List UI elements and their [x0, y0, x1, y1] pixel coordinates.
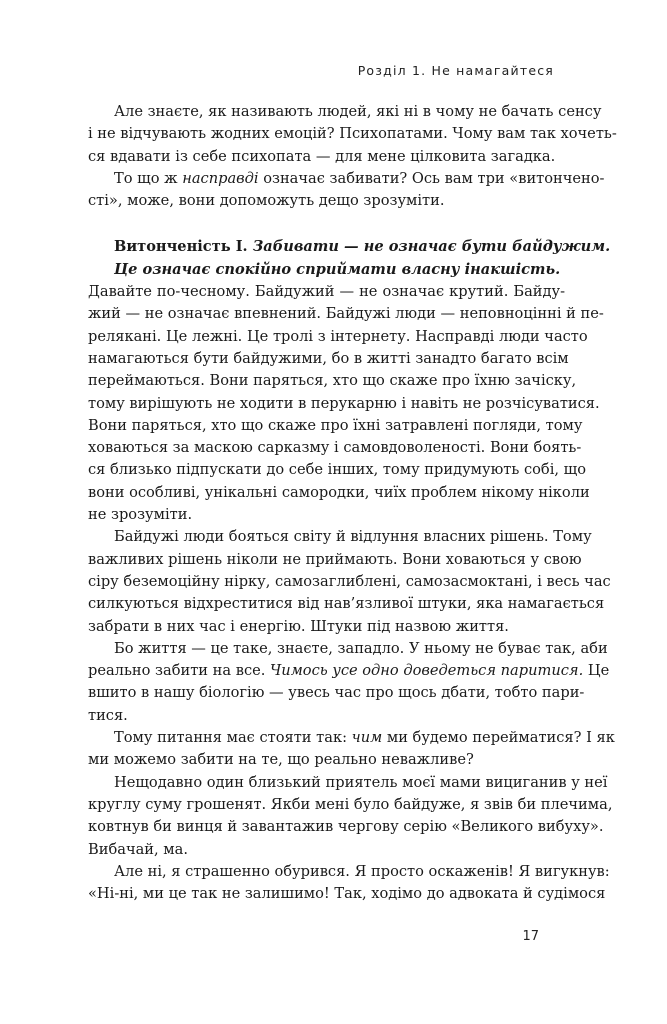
- text-line: Вибачай, ма.: [88, 840, 188, 858]
- page-number: 17: [522, 929, 539, 944]
- text-line: Вони паряться, хто що скаже про їхні затравлені погляди, тому: [88, 416, 583, 434]
- section-heading-line: Витонченість I. Забивати — не означає бути байдужим.: [114, 238, 611, 256]
- text-line: Тому питання має стояти так: чим ми будемо перейматися? І як: [114, 729, 615, 747]
- text-line: не зрозуміти.: [88, 506, 193, 524]
- text-line: важливих рішень ніколи не приймають. Вони ховаються у свою: [88, 550, 582, 568]
- text-line: силкуються відхреститися від нав’язливої штуки, яка намагається: [88, 595, 605, 613]
- text-line: Байдужі люди бояться світу й відлуння власних рішень. Тому: [114, 528, 592, 546]
- text-line: жий — не означає впевнений. Байдужі люди — неповноцінні й пе-: [88, 305, 604, 323]
- text-line: Але знаєте, як називають людей, які ні в чому не бачать сенсу: [114, 103, 602, 120]
- text-line: Бо життя — це таке, знаєте, западло. У ньому не буває так, аби: [114, 639, 608, 657]
- text-line: ся близько підпускати до себе інших, тому придумують собі, що: [88, 461, 587, 479]
- body-text: [88, 101, 617, 905]
- text-line: переймаються. Вони паряться, хто що скаже про їхню зачіску,: [88, 372, 577, 390]
- text-line: забрати в них час і енергію. Штуки під назвою життя.: [88, 617, 509, 635]
- text-line: релякані. Це лежні. Це тролі з інтернету. Насправді люди часто: [88, 327, 588, 345]
- text-line: Але ні, я страшенно обурився. Я просто оскаженів! Я вигукнув:: [114, 862, 610, 880]
- text-line: намагаються бути байдужими, бо в житті занадто багато всім: [88, 349, 569, 367]
- text-line: вони особливі, унікальні самородки, чиїх проблем нікому ніколи: [88, 483, 590, 501]
- text-line: і не відчувають жодних емоцій? Психопатами. Чому вам так хочеть-: [88, 125, 617, 143]
- text-line: ковтнув би винця й завантажив чергову серію «Великого вибуху».: [88, 818, 604, 836]
- text-line: То що ж насправді означає забивати? Ось вам три «витончено-: [114, 169, 605, 187]
- section-heading-line: Це означає спокійно сприймати власну інакшість.: [114, 260, 561, 278]
- text-line: «Ні-ні, ми це так не залишимо! Так, ходімо до адвоката й судімося: [88, 885, 606, 903]
- text-line: тися.: [88, 706, 128, 724]
- text-line: ми можемо забити на те, що реально неважливе?: [88, 751, 474, 769]
- text-line: круглу суму грошенят. Якби мені було байдуже, я звів би плечима,: [88, 795, 613, 813]
- text-line: Нещодавно один близький приятель моєї мами вициганив у неї: [114, 773, 608, 791]
- text-line: ховаються за маскою сарказму і самовдоволеності. Вони боять-: [88, 439, 582, 457]
- text-line: реально забити на все. Чимось усе одно доведеться паритися. Це: [88, 662, 610, 680]
- text-line: тому вирішують не ходити в перукарню і навіть не розчісуватися.: [88, 394, 600, 412]
- running-head: Розділ 1. Не намагайтеся: [357, 63, 554, 78]
- text-line: сіру беземоційну нірку, самозаглиблені, самозасмоктані, і весь час: [88, 572, 611, 590]
- paragraph-gap: [88, 212, 565, 236]
- text-line: вшито в нашу біологію — увесь час про щось дбати, тобто пари-: [88, 684, 585, 702]
- text-line: ся вдавати із себе психопата — для мене цілковита загадка.: [88, 147, 556, 165]
- text-line: сті», може, вони допоможуть дещо зрозуміти.: [88, 192, 445, 210]
- text-line: Давайте по-чесному. Байдужий — не означає крутий. Байду-: [88, 283, 565, 301]
